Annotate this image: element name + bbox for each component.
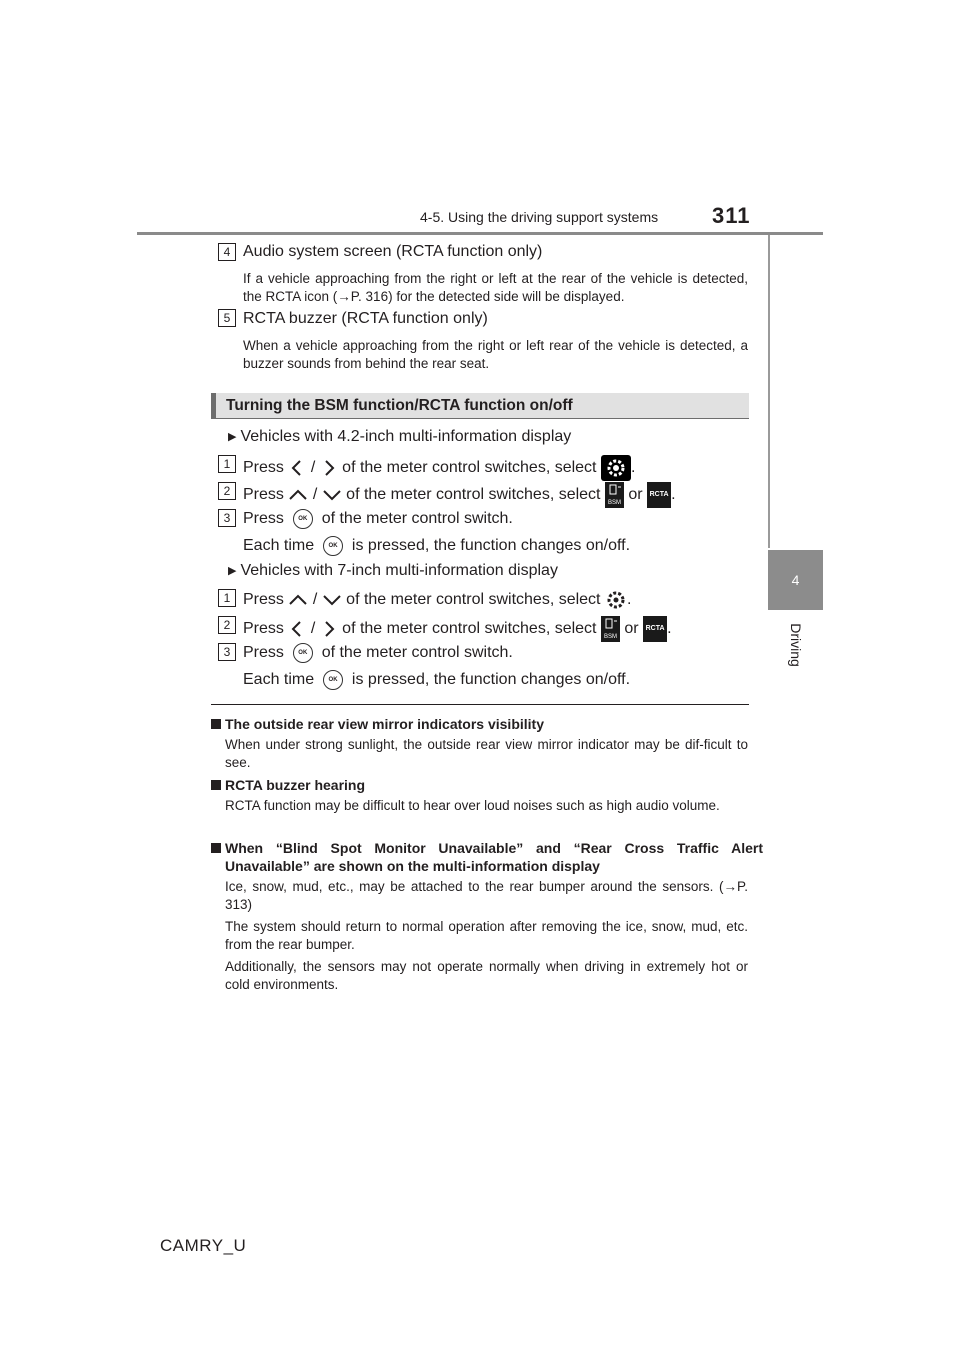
square-bullet-icon bbox=[211, 719, 221, 729]
item-title: RCTA buzzer (RCTA function only) bbox=[243, 310, 488, 327]
ok-button-icon: OK bbox=[323, 670, 343, 690]
note-body: Ice, snow, mud, etc., may be attached to the rear bumper around the sensors. (→P. 313) bbox=[225, 879, 748, 912]
step-1: Press / of the meter control switches, select . bbox=[243, 455, 635, 481]
square-bullet-icon bbox=[211, 843, 221, 853]
header-rule bbox=[137, 232, 823, 235]
step-3: Press OK of the meter control switch. bbox=[243, 644, 513, 662]
ok-button-icon: OK bbox=[293, 643, 313, 663]
settings-gear-icon bbox=[601, 455, 631, 481]
step-number-badge: 1 bbox=[218, 589, 236, 607]
note-heading: RCTA buzzer hearing bbox=[211, 776, 749, 794]
settings-gear-icon bbox=[605, 589, 627, 611]
footer-model-code: CAMRY_U bbox=[160, 1236, 247, 1255]
section-header: 4-5. Using the driving support systems bbox=[420, 209, 659, 225]
square-bullet-icon bbox=[211, 780, 221, 790]
item-description: When a vehicle approaching from the right or left rear of the vehicle is detected, a buzzer sounds from behind the rear seat. bbox=[243, 338, 748, 371]
rcta-icon: RCTA bbox=[643, 616, 667, 642]
ok-button-icon: OK bbox=[323, 536, 343, 556]
item-number-badge: 4 bbox=[218, 243, 236, 261]
bsm-icon: BSM bbox=[601, 616, 620, 642]
chevron-left-icon bbox=[288, 620, 306, 638]
note-body: The system should return to normal operation after removing the ice, snow, mud, etc. from the rear bumper. bbox=[225, 919, 748, 952]
ok-button-icon: OK bbox=[293, 509, 313, 529]
step-number-badge: 2 bbox=[218, 482, 236, 500]
step-1: Press / of the meter control switches, select . bbox=[243, 589, 631, 611]
page-number: 311 bbox=[712, 203, 751, 228]
chevron-right-icon bbox=[320, 620, 338, 638]
chevron-down-icon bbox=[322, 487, 342, 503]
section-heading: Turning the BSM function/RCTA function on/off bbox=[226, 397, 573, 414]
chevron-right-icon bbox=[320, 459, 338, 477]
item-number-badge: 5 bbox=[218, 309, 236, 327]
chapter-label bbox=[768, 615, 823, 675]
note-heading: The outside rear view mirror indicators visibility bbox=[211, 715, 749, 733]
step-number-badge: 3 bbox=[218, 509, 236, 527]
note-body: Additionally, the sensors may not operate normally when driving in extremely hot or cold environments. bbox=[225, 959, 748, 992]
step-number-badge: 3 bbox=[218, 643, 236, 661]
chevron-up-icon bbox=[288, 592, 308, 608]
note-heading: When “Blind Spot Monitor Unavailable” and “Rear Cross Traffic Alert Unavailable” are shown on the multi-information display bbox=[211, 839, 763, 875]
step-2: Press / of the meter control switches, select BSM or RCTA . bbox=[243, 616, 672, 642]
item-description: If a vehicle approaching from the right or left at the rear of the vehicle is detected, the RCTA icon (→P. 316) for the detected side will be displayed. bbox=[243, 271, 748, 304]
step-number-badge: 2 bbox=[218, 616, 236, 634]
item-title: Audio system screen (RCTA function only) bbox=[243, 243, 543, 260]
chevron-up-icon bbox=[288, 487, 308, 503]
step-3: Press OK of the meter control switch. bbox=[243, 510, 513, 528]
note-body: When under strong sunlight, the outside rear view mirror indicator may be dif-ficult to see. bbox=[225, 737, 748, 770]
step-note: Each time OK is pressed, the function changes on/off. bbox=[243, 537, 631, 555]
bsm-icon: BSM bbox=[605, 482, 624, 508]
group-heading: ▶ Vehicles with 7-inch multi-information display bbox=[228, 562, 558, 579]
chevron-left-icon bbox=[288, 459, 306, 477]
step-note: Each time OK is pressed, the function changes on/off. bbox=[243, 671, 631, 689]
chapter-label-text: Driving bbox=[787, 623, 804, 667]
chapter-number-tab: 4 bbox=[768, 550, 823, 610]
triangle-bullet-icon: ▶ bbox=[228, 431, 237, 443]
triangle-bullet-icon: ▶ bbox=[228, 565, 237, 577]
group-heading: ▶ Vehicles with 4.2-inch multi-information display bbox=[228, 428, 572, 445]
note-body: RCTA function may be difficult to hear over loud noises such as high audio volume. bbox=[225, 798, 720, 813]
rcta-icon: RCTA bbox=[647, 482, 671, 508]
side-rule bbox=[768, 235, 770, 548]
notes-divider bbox=[211, 704, 749, 705]
section-heading-bar bbox=[211, 393, 749, 419]
step-2: Press / of the meter control switches, select BSM or RCTA . bbox=[243, 482, 676, 508]
chevron-down-icon bbox=[322, 592, 342, 608]
step-number-badge: 1 bbox=[218, 455, 236, 473]
